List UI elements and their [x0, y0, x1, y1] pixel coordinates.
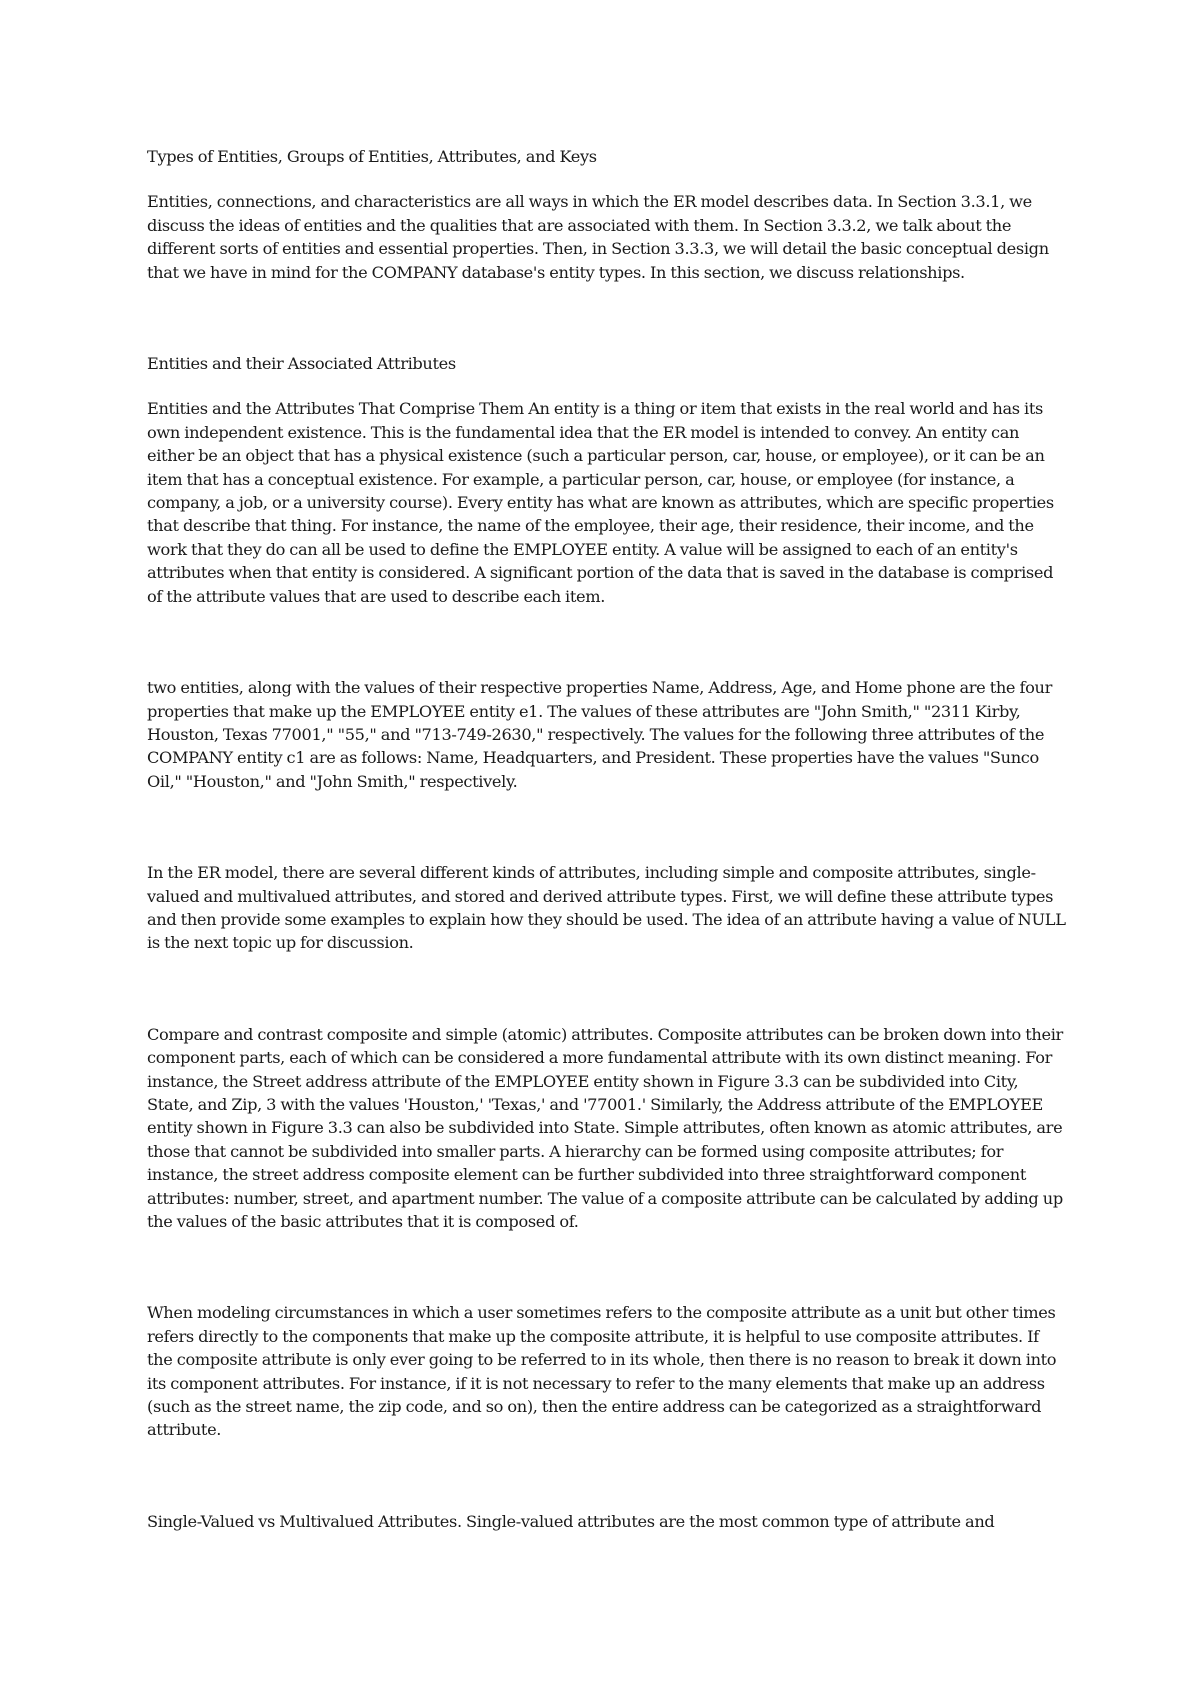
- section-subheading: Entities and their Associated Attributes: [147, 354, 456, 374]
- spacer: [147, 955, 1067, 1023]
- spacer: [147, 284, 1067, 352]
- spacer: [147, 1233, 1067, 1301]
- paragraph-single-multivalued: Single-Valued vs Multivalued Attributes. Single-valued attributes are the most common type of attribute and: [147, 1511, 995, 1531]
- spacer: [147, 793, 1067, 861]
- spacer: [147, 375, 1067, 397]
- document-title: Types of Entities, Groups of Entities, Attributes, and Keys: [147, 147, 597, 166]
- spacer: [147, 1442, 1067, 1510]
- intro-paragraph: Entities, connections, and characteristics are all ways in which the ER model describes data. In Section 3.3.1, we discuss the ideas of entities and the qualities that are associated with them. In Section 3.3.2, we talk about the different sorts of entities and essential properties. Then, in Section 3.3.3, we will detail the basic conceptual design that we have in mind for the COMPANY database's entity types. In this section, we discuss relationships.: [147, 192, 1049, 282]
- paragraph-composite-simple: Compare and contrast composite and simple (atomic) attributes. Composite attributes can be broken down into their component parts, each of which can be considered a more fundamental attribute with its own distinct meaning. For instance, the Street address attribute of the EMPLOYEE entity shown in Figure 3.3 can be subdivided into City, State, and Zip, 3 with the values 'Houston,' 'Texas,' and '77001.' Similarly, the Address attribute of the EMPLOYEE entity shown in Figure 3.3 can also be subdivided into State. Simple attributes, often known as atomic attributes, are those that cannot be subdivided into smaller parts. A hierarchy can be formed using composite attributes; for instance, the street address composite element can be further subdivided into three straightforward component attributes: number, street, and apartment number. The value of a composite attribute can be calculated by adding up the values of the basic attributes that it is composed of.: [147, 1024, 1063, 1231]
- document-body: [147, 145, 1067, 1533]
- spacer: [147, 168, 1067, 190]
- paragraph-two-entities: two entities, along with the values of their respective properties Name, Address, Age, and Home phone are the four properties that make up the EMPLOYEE entity e1. The values of these attributes are "John Smith," "2311 Kirby, Houston, Texas 77001," "55," and "713-749-2630," respectively. The values for the following three attributes of the COMPANY entity c1 are as follows: Name, Headquarters, and President. These properties have the values "Sunco Oil," "Houston," and "John Smith," respectively.: [147, 678, 1052, 791]
- spacer: [147, 608, 1067, 676]
- paragraph-composite-usage: When modeling circumstances in which a user sometimes refers to the composite attribute as a unit but other times refers directly to the components that make up the composite attribute, it is helpful to use composite attributes. If the composite attribute is only ever going to be referred to in its whole, then there is no reason to break it down into its component attributes. For instance, if it is not necessary to refer to the many elements that make up an address (such as the street name, the zip code, and so on), then the entire address can be categorized as a straightforward attribute.: [147, 1303, 1057, 1440]
- paragraph-attribute-kinds: In the ER model, there are several different kinds of attributes, including simple and composite attributes, single-valued and multivalued attributes, and stored and derived attribute types. First, we will define these attribute types and then provide some examples to explain how they should be used. The idea of an attribute having a value of NULL is the next topic up for discussion.: [147, 863, 1066, 953]
- paragraph-entities-attributes: Entities and the Attributes That Comprise Them An entity is a thing or item that exists in the real world and has its own independent existence. This is the fundamental idea that the ER model is intended to convey. An entity can either be an object that has a physical existence (such a particular person, car, house, or employee), or it can be an item that has a conceptual existence. For example, a particular person, car, house, or employee (for instance, a company, a job, or a university course). Every entity has what are known as attributes, which are specific properties that describe that thing. For instance, the name of the employee, their age, their residence, their income, and the work that they do can all be used to define the EMPLOYEE entity. A value will be assigned to each of an entity's attributes when that entity is considered. A significant portion of the data that is saved in the database is comprised of the attribute values that are used to describe each item.: [147, 399, 1054, 606]
